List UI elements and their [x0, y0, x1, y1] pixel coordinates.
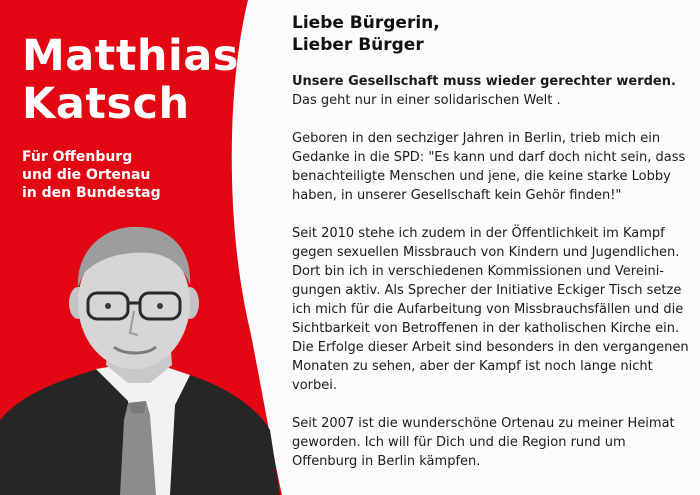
candidate-first-name: Matthias — [22, 31, 239, 81]
lead-paragraph — [292, 72, 692, 110]
lead-sentence: Das geht nur in einer solidarischen Welt . — [292, 93, 561, 108]
paragraph-2-line: ich mich für die Aufarbeitung von Missbrauchsfällen und die — [292, 302, 684, 317]
paragraph-2-line: gungen aktiv. Als Sprecher der Initiative Eckiger Tisch setze — [292, 283, 682, 298]
tagline-line-3: in den Bundestag — [22, 185, 161, 201]
paragraph-1-line: haben, in unserer Gesellschaft kein Gehör finden!" — [292, 188, 622, 203]
lead-bold-sentence: Unsere Gesellschaft muss wieder gerechter werden. — [292, 74, 676, 89]
paragraph-3 — [292, 414, 692, 471]
paragraph-2 — [292, 224, 692, 395]
paragraph-1-line: Geboren in den sechziger Jahren in Berlin, trieb mich ein — [292, 131, 661, 146]
greeting-line-2: Lieber Bürger — [292, 35, 424, 55]
greeting-line-1: Liebe Bürgerin, — [292, 13, 440, 33]
paragraph-1-line: benachteiligte Menschen und jene, die keine starke Lobby — [292, 169, 671, 184]
paragraph-2-line: Sichtbarkeit von Betroffenen in der katholischen Kirche ein. — [292, 321, 680, 336]
tagline-line-1: Für Offenburg — [22, 149, 133, 165]
tagline-line-2: und die Ortenau — [22, 167, 151, 183]
candidate-last-name: Katsch — [22, 79, 190, 129]
paragraph-1 — [292, 129, 692, 205]
paragraph-2-line: gegen sexuellen Missbrauch von Kindern und Jugendlichen. — [292, 245, 680, 260]
paragraph-2-line: Seit 2010 stehe ich zudem in der Öffentlichkeit im Kampf — [292, 226, 665, 241]
paragraph-2-line: Dort bin ich in verschiedenen Kommissionen und Vereini- — [292, 264, 664, 279]
paragraph-2-line: vorbei. — [292, 378, 337, 393]
paragraph-3-line: geworden. Ich will für Dich und die Region rund um — [292, 435, 626, 450]
paragraph-1-line: Gedanke in die SPD: "Es kann und darf doch nicht sein, dass — [292, 150, 686, 165]
paragraph-3-line: Seit 2007 ist die wunderschöne Ortenau zu meiner Heimat — [292, 416, 675, 431]
paragraph-2-line: Die Erfolge dieser Arbeit sind besonders in den vergangenen — [292, 340, 689, 355]
greeting — [292, 12, 692, 56]
candidate-portrait — [0, 215, 280, 495]
paragraph-3-line: Offenburg in Berlin kämpfen. — [292, 454, 481, 469]
paragraph-2-line: Monaten zu sehen, aber der Kampf ist noch lange nicht — [292, 359, 653, 374]
letter-body — [292, 12, 692, 471]
